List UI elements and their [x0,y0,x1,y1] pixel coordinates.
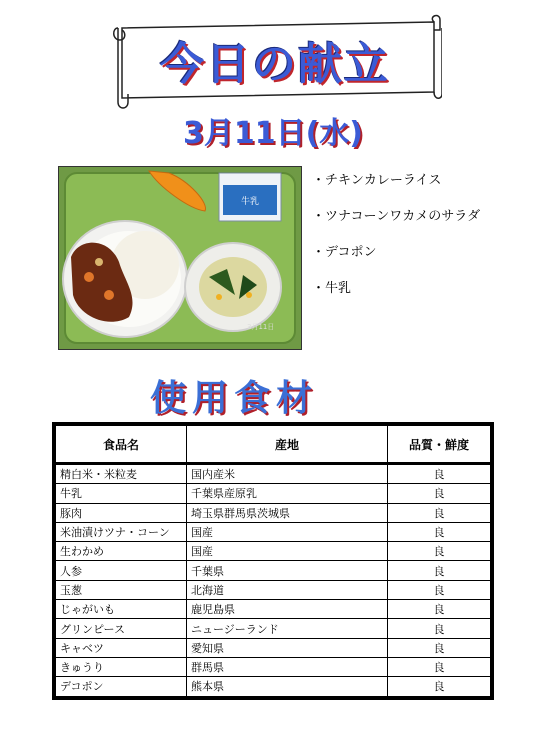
food-name-cell: 人参 [56,561,187,580]
table-row [56,619,491,638]
origin-cell: 国産 [187,542,388,561]
lunch-tray-illustration [59,167,301,349]
table-row [56,580,491,599]
food-name-cell: 豚肉 [56,503,187,522]
table-row [56,484,491,503]
quality-cell: 良 [388,619,491,638]
food-name-cell: 玉葱 [56,580,187,599]
quality-cell: 良 [388,580,491,599]
quality-cell: 良 [388,600,491,619]
column-header-food: 食品名 [56,426,187,464]
origin-cell: 群馬県 [187,657,388,676]
menu-item: ・チキンカレーライス [312,173,442,188]
table-row [56,677,491,696]
table-row [56,600,491,619]
page-title: 今日の献立 [160,39,390,90]
origin-cell: 千葉県 [187,561,388,580]
quality-cell: 良 [388,464,491,484]
quality-cell: 良 [388,657,491,676]
origin-cell: 国内産米 [187,464,388,484]
food-name-cell: 牛乳 [56,484,187,503]
title-banner [108,14,442,110]
food-name-cell: グリンピース [56,619,187,638]
quality-cell: 良 [388,638,491,657]
food-name-cell: 米油漬けツナ・コーン [56,522,187,541]
food-name-cell: デコポン [56,677,187,696]
origin-cell: 埼玉県群馬県茨城県 [187,503,388,522]
origin-cell: 国産 [187,522,388,541]
origin-cell: 熊本県 [187,677,388,696]
quality-cell: 良 [388,561,491,580]
menu-item: ・デコポン [312,245,377,260]
quality-cell: 良 [388,484,491,503]
quality-cell: 良 [388,522,491,541]
table-row [56,638,491,657]
table-row [56,561,491,580]
date-heading: 3月11日(水) [182,116,364,151]
ingredients-table [52,422,494,700]
table-header-row [56,426,491,464]
origin-cell: 北海道 [187,580,388,599]
origin-cell: 千葉県産原乳 [187,484,388,503]
food-name-cell: きゅうり [56,657,187,676]
column-header-origin: 産地 [187,426,388,464]
lunch-photo [58,166,302,350]
table-row [56,522,491,541]
table-row [56,503,491,522]
table-row [56,464,491,484]
quality-cell: 良 [388,677,491,696]
food-name-cell: 生わかめ [56,542,187,561]
origin-cell: 鹿児島県 [187,600,388,619]
origin-cell: 愛知県 [187,638,388,657]
quality-cell: 良 [388,542,491,561]
food-name-cell: じゃがいも [56,600,187,619]
menu-item: ・牛乳 [312,281,352,296]
food-name-cell: 精白米・米粒麦 [56,464,187,484]
table-row [56,542,491,561]
quality-cell: 良 [388,503,491,522]
photo-tag: 3月11日 [247,323,275,331]
origin-cell: ニュージーランド [187,619,388,638]
ingredients-heading: 使用食材 [150,378,319,419]
milk-carton-label: 牛乳 [240,197,260,207]
column-header-quality: 品質・鮮度 [388,426,491,464]
menu-item: ・ツナコーンワカメのサラダ [312,209,481,224]
menu-list [312,170,480,314]
food-name-cell: キャベツ [56,638,187,657]
table-row [56,657,491,676]
